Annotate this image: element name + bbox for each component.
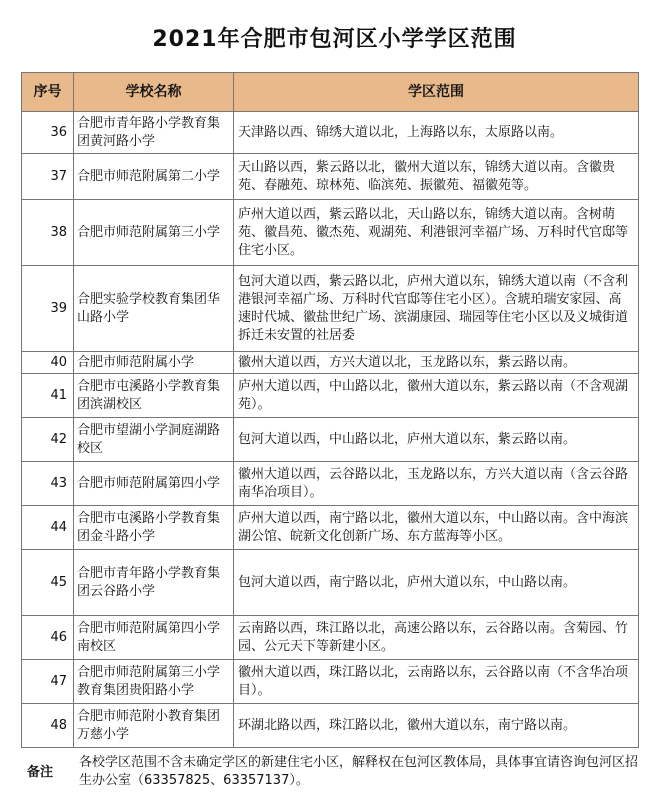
table-row [22, 418, 639, 462]
row-index: 47 [22, 660, 74, 704]
row-index: 37 [22, 154, 74, 200]
table-row [22, 200, 639, 266]
row-index: 40 [22, 352, 74, 374]
district-range: 庐州大道以西，紫云路以北，天山路以东，锦绣大道以南。含树萌苑、徽昌苑、徽杰苑、观湖苑、利港银河幸福广场、万科时代官邸等住宅小区。 [234, 200, 639, 266]
table-row [22, 550, 639, 616]
table-row [22, 374, 639, 418]
school-name: 合肥市青年路小学教育集团黄河路小学 [74, 112, 234, 154]
school-name: 合肥实验学校教育集团华山路小学 [74, 266, 234, 352]
school-name: 合肥市屯溪路小学教育集团金斗路小学 [74, 506, 234, 550]
table-row [22, 704, 639, 748]
table-row [22, 506, 639, 550]
district-range: 徽州大道以西，珠江路以北，云南路以东，云谷路以南（不含华冶项目）。 [234, 660, 639, 704]
school-name: 合肥市师范附小教育集团万慈小学 [74, 704, 234, 748]
footnote-label: 备注 [27, 765, 54, 780]
district-range: 云南路以西，珠江路以北，高速公路以东，云谷路以南。含菊园、竹园、公元天下等新建小区。 [234, 616, 639, 660]
district-range: 徽州大道以西，云谷路以北，玉龙路以东，方兴大道以南（含云谷路南华冶项目）。 [234, 462, 639, 506]
school-district-table [21, 72, 639, 748]
district-range: 庐州大道以西，中山路以北，徽州大道以东，紫云路以南（不含观湖苑）。 [234, 374, 639, 418]
school-name: 合肥市师范附属第三小学 [74, 200, 234, 266]
school-name: 合肥市望湖小学洞庭湖路校区 [74, 418, 234, 462]
district-range: 天山路以西，紫云路以北，徽州大道以东，锦绣大道以南。含徽贵苑、春融苑、琼林苑、临滨苑、振徽苑、福徽苑等。 [234, 154, 639, 200]
school-name: 合肥市师范附属小学 [74, 352, 234, 374]
district-range: 包河大道以西，中山路以北，庐州大道以东，紫云路以南。 [234, 418, 639, 462]
school-name: 合肥市师范附属第三小学教育集团贵阳路小学 [74, 660, 234, 704]
table-row [22, 112, 639, 154]
row-index: 41 [22, 374, 74, 418]
row-index: 42 [22, 418, 74, 462]
school-name: 合肥市屯溪路小学教育集团滨湖校区 [74, 374, 234, 418]
table-row [22, 616, 639, 660]
footnote-text: 各校学区范围不含未确定学区的新建住宅小区，解释权在包河区教体局，具体事宜请咨询包河区招生办公室（63357825、63357137）。 [79, 755, 639, 788]
header-range: 学区范围 [234, 73, 639, 112]
page-title: 2021年合肥市包河区小学学区范围 [152, 27, 517, 52]
school-name: 合肥市师范附属第二小学 [74, 154, 234, 200]
row-index: 48 [22, 704, 74, 748]
school-name: 合肥市青年路小学教育集团云谷路小学 [74, 550, 234, 616]
table-row [22, 462, 639, 506]
row-index: 38 [22, 200, 74, 266]
district-range: 包河大道以西，南宁路以北，庐州大道以东，中山路以南。 [234, 550, 639, 616]
table-row [22, 352, 639, 374]
row-index: 36 [22, 112, 74, 154]
school-name: 合肥市师范附属第四小学 [74, 462, 234, 506]
table-row [22, 266, 639, 352]
row-index: 46 [22, 616, 74, 660]
district-range: 包河大道以西，紫云路以北，庐州大道以东，锦绣大道以南（不含利港银河幸福广场、万科时代官邸等住宅小区）。含琥珀瑞安家园、高速时代城、徽盐世纪广场、滨湖康园、瑞园等住宅小区以及义城街道拆迁未安置的社居委 [234, 266, 639, 352]
school-name: 合肥市师范附属第四小学南校区 [74, 616, 234, 660]
table-header-row [22, 73, 639, 112]
district-range: 庐州大道以西，南宁路以北，徽州大道以东，中山路以南。含中海滨湖公馆、皖新文化创新广场、东方蓝海等小区。 [234, 506, 639, 550]
district-range: 环湖北路以西，珠江路以北，徽州大道以东，南宁路以南。 [234, 704, 639, 748]
table-row [22, 660, 639, 704]
header-index: 序号 [22, 73, 74, 112]
table-row [22, 154, 639, 200]
header-school: 学校名称 [74, 73, 234, 112]
row-index: 39 [22, 266, 74, 352]
row-index: 43 [22, 462, 74, 506]
district-range: 天津路以西、锦绣大道以北，上海路以东，太原路以南。 [234, 112, 639, 154]
row-index: 45 [22, 550, 74, 616]
row-index: 44 [22, 506, 74, 550]
district-range: 徽州大道以西，方兴大道以北，玉龙路以东，紫云路以南。 [234, 352, 639, 374]
